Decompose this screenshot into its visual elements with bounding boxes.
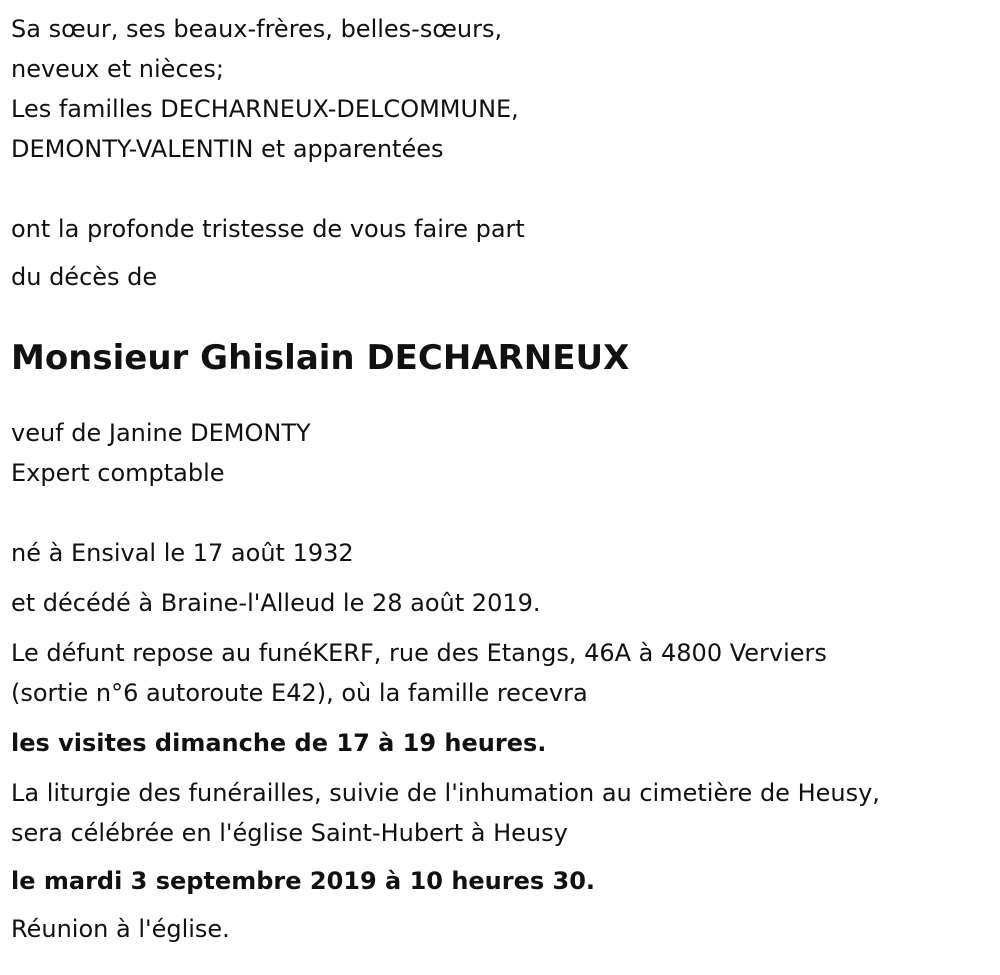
funeral-line-1: La liturgie des funérailles, suivie de l'inhumation au cimetière de Heusy,	[11, 779, 880, 807]
family-line-3: Les familles DECHARNEUX-DELCOMMUNE,	[11, 95, 519, 123]
visitation-times: les visites dimanche de 17 à 19 heures.	[11, 729, 547, 757]
visitation-line-1: Le défunt repose au funéKERF, rue des Etangs, 46A à 4800 Verviers	[11, 639, 827, 667]
spacer	[11, 713, 986, 723]
announcement-line-1: ont la profonde tristesse de vous faire part	[11, 215, 525, 243]
spacer	[11, 623, 986, 633]
gathering-line: Réunion à l'église.	[11, 915, 230, 943]
death-line: et décédé à Braine-l'Alleud le 28 août 2019.	[11, 589, 541, 617]
visitation-line-2: (sortie n°6 autoroute E42), où la famille recevra	[11, 679, 588, 707]
widower-line: veuf de Janine DEMONTY	[11, 419, 311, 447]
spacer	[11, 249, 986, 257]
funeral-date: le mardi 3 septembre 2019 à 10 heures 30.	[11, 867, 596, 895]
spacer	[11, 297, 986, 335]
spacer	[11, 493, 986, 533]
birth-line: né à Ensival le 17 août 1932	[11, 539, 354, 567]
family-line-4: DEMONTY-VALENTIN et apparentées	[11, 135, 444, 163]
death-notice	[11, 9, 986, 949]
spacer	[11, 169, 986, 209]
profession-line: Expert comptable	[11, 459, 225, 487]
announcement-line-2: du décès de	[11, 263, 158, 291]
spacer	[11, 381, 986, 413]
spacer	[11, 573, 986, 583]
spacer	[11, 853, 986, 861]
spacer	[11, 901, 986, 909]
spacer	[11, 763, 986, 773]
family-line-2: neveux et nièces;	[11, 55, 224, 83]
deceased-name: Monsieur Ghislain DECHARNEUX	[11, 338, 630, 378]
funeral-line-2: sera célébrée en l'église Saint-Hubert à Heusy	[11, 819, 568, 847]
family-line-1: Sa sœur, ses beaux-frères, belles-sœurs,	[11, 15, 503, 43]
